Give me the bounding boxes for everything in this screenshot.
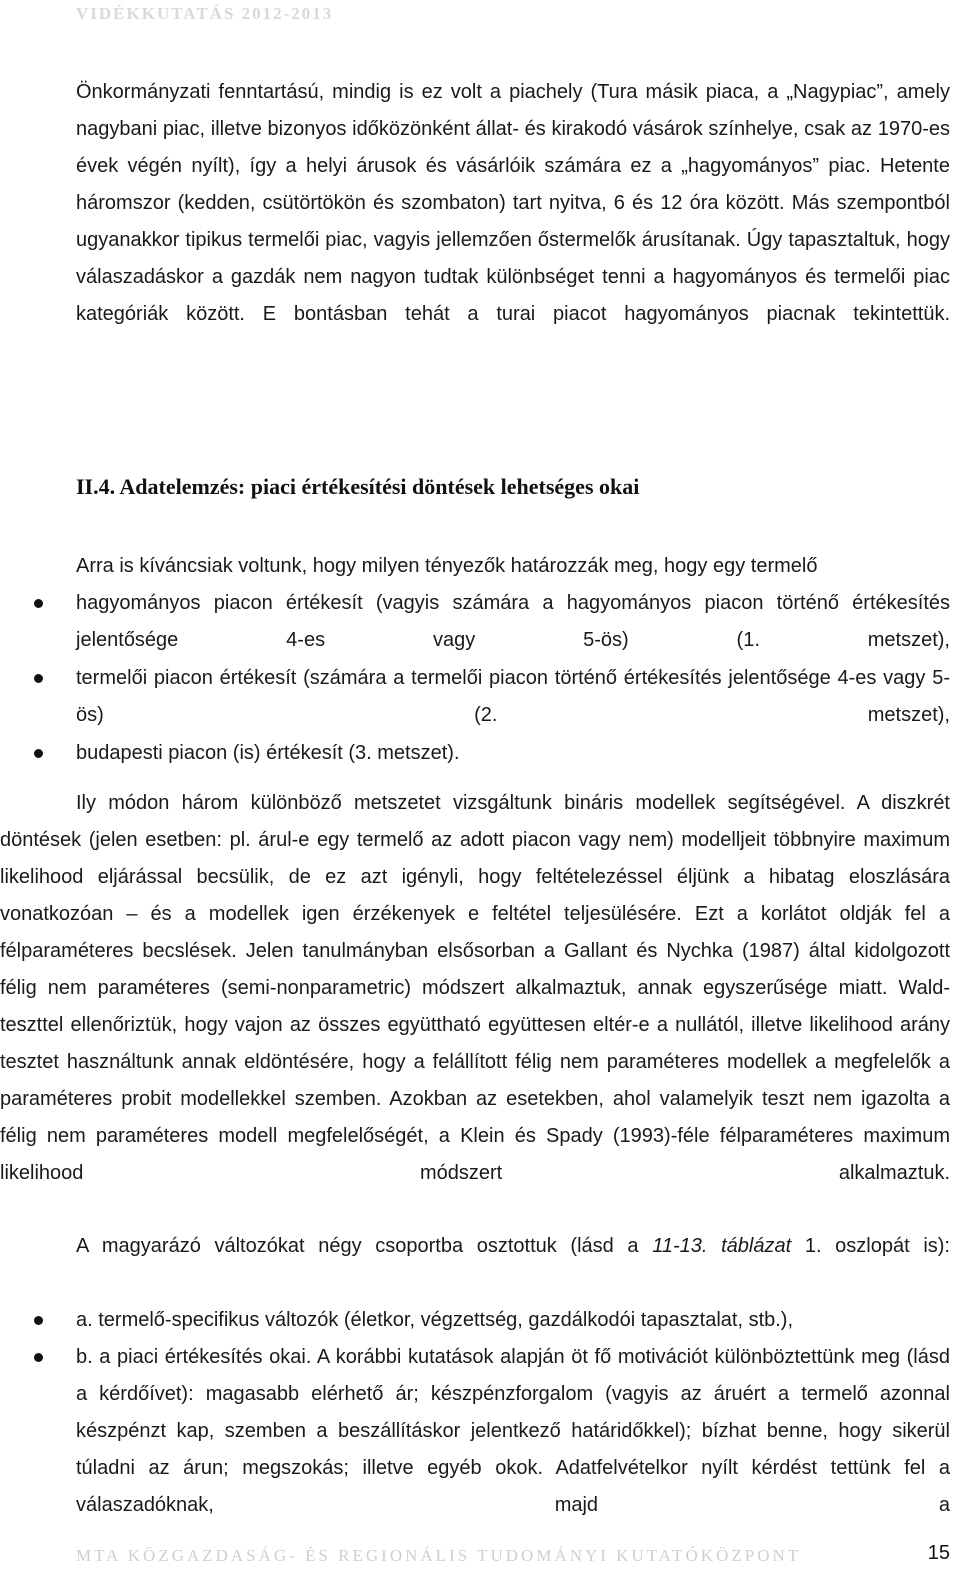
lead-in-text: Arra is kíváncsiak voltunk, hogy milyen tényezők határozzák meg, hogy egy termelő — [76, 555, 818, 577]
section-heading: II.4. Adatelemzés: piaci értékesítési döntések lehetséges okai — [76, 474, 640, 499]
bullet-dot — [34, 1316, 43, 1325]
running-header: VIDÉKKUTATÁS 2012-2013 — [76, 4, 334, 23]
table-reference: 11-13. táblázat — [652, 1235, 792, 1257]
bullet-item-budapest-market: budapesti piacon (is) értékesít (3. metszet). — [76, 742, 460, 764]
bullet-dot — [34, 674, 43, 683]
bullet-item-farmers-market: termelői piacon értékesít (számára a termelői piacon történő értékesítés jelentősége 4-es vagy 5-ös) (2. metszet), — [76, 667, 950, 726]
bullet-dot — [34, 749, 43, 758]
bullet-item-producer-variables: a. termelő-specifikus változók (életkor, végzettség, gazdálkodói tapasztalat, stb.), — [76, 1309, 794, 1331]
bullet-dot — [34, 599, 43, 608]
intro-paragraph: Önkormányzati fenntartású, mindig is ez volt a piachely (Tura másik piaca, a „Nagypiac”, amely nagybani piac, illetve bizonyos időközönként állat- és kirakodó vásárok színhelye, csak az 1970-es évek végén nyílt), így a helyi árusok és vásárlóik számára ez a „hagyományos” piac. Hetente háromszor (kedden, csütörtökön és szombaton) tart nyitva, 6 és 12 óra között. Más szempontból ugyanakkor tipikus termelői piac, vagyis jellemzően őstermelők árusítanak. Úgy tapasztaltuk, hogy válaszadáskor a gazdák nem nagyon tudtak különbséget tenni a hagyományos és termelői piac kategóriák között. E bontásban tehát a turai piacot hagyományos piacnak tekintettük. — [76, 81, 950, 325]
bullet-dot — [34, 1353, 43, 1362]
bullet-item-sales-reasons: b. a piaci értékesítés okai. A korábbi kutatások alapján öt fő motivációt különböztettünk meg (lásd a kérdőívet): magasabb elérhető ár; készpénzforgalom (vagyis az áruért a termelő azonnal készpénzt kap, szemben a beszállításkor jelentkező határidőkkel); bízhat benne, hogy sikerül túladni az árun; megszokás; illetve egyéb okok. Adatfelvételkor nyílt kérdést tettünk fel a válaszadóknak, majd a — [76, 1346, 950, 1516]
bullet-item-traditional-market: hagyományos piacon értékesít (vagyis számára a hagyományos piacon történő értékesítés jelentősége 4-es vagy 5-ös) (1. metszet), — [76, 592, 950, 651]
variables-paragraph — [0, 1228, 950, 1302]
method-paragraph: Ily módon három különböző metszetet vizsgáltunk bináris modellek segítségével. A diszkrét döntések (jelen esetben: pl. árul-e egy termelő az adott piacon vagy nem) modelljeit többnyire maximum likelihood eljárással becsülik, de ez azt igényli, hogy feltételezéssel éljünk a hibatag eloszlására vonatkozóan – és a modellek igen érzékenyek e feltétel teljesülésére. Ezt a korlátot oldják fel a félparaméteres becslések. Jelen tanulmányban elsősorban a Gallant és Nychka (1987) által kidolgozott félig nem paraméteres (semi-nonparametric) módszert alkalmaztuk, annak egyszerűsége miatt. Wald-teszttel ellenőriztük, hogy vajon az összes együttható együttesen eltér-e a nullától, illetve likelihood arány tesztet használtunk annak eldöntésére, hogy a felállított félig nem paraméteres modellek a megfelelők a paraméteres probit modellekkel szemben. Azokban az esetekben, ahol valamelyik teszt nem igazolta a félig nem paraméteres modell megfelelőségét, a Klein és Spady (1993)-féle félparaméteres maximum likelihood módszert alkalmaztuk. — [0, 792, 950, 1184]
variables-text-after: 1. oszlopát is): — [791, 1235, 950, 1257]
page-number: 15 — [927, 1542, 950, 1564]
variables-text-before: A magyarázó változókat négy csoportba osztottuk (lásd a — [76, 1235, 653, 1257]
footer-institution: MTA KÖZGAZDASÁG- ÉS REGIONÁLIS TUDOMÁNYI KUTATÓKÖZPONT — [76, 1546, 802, 1565]
